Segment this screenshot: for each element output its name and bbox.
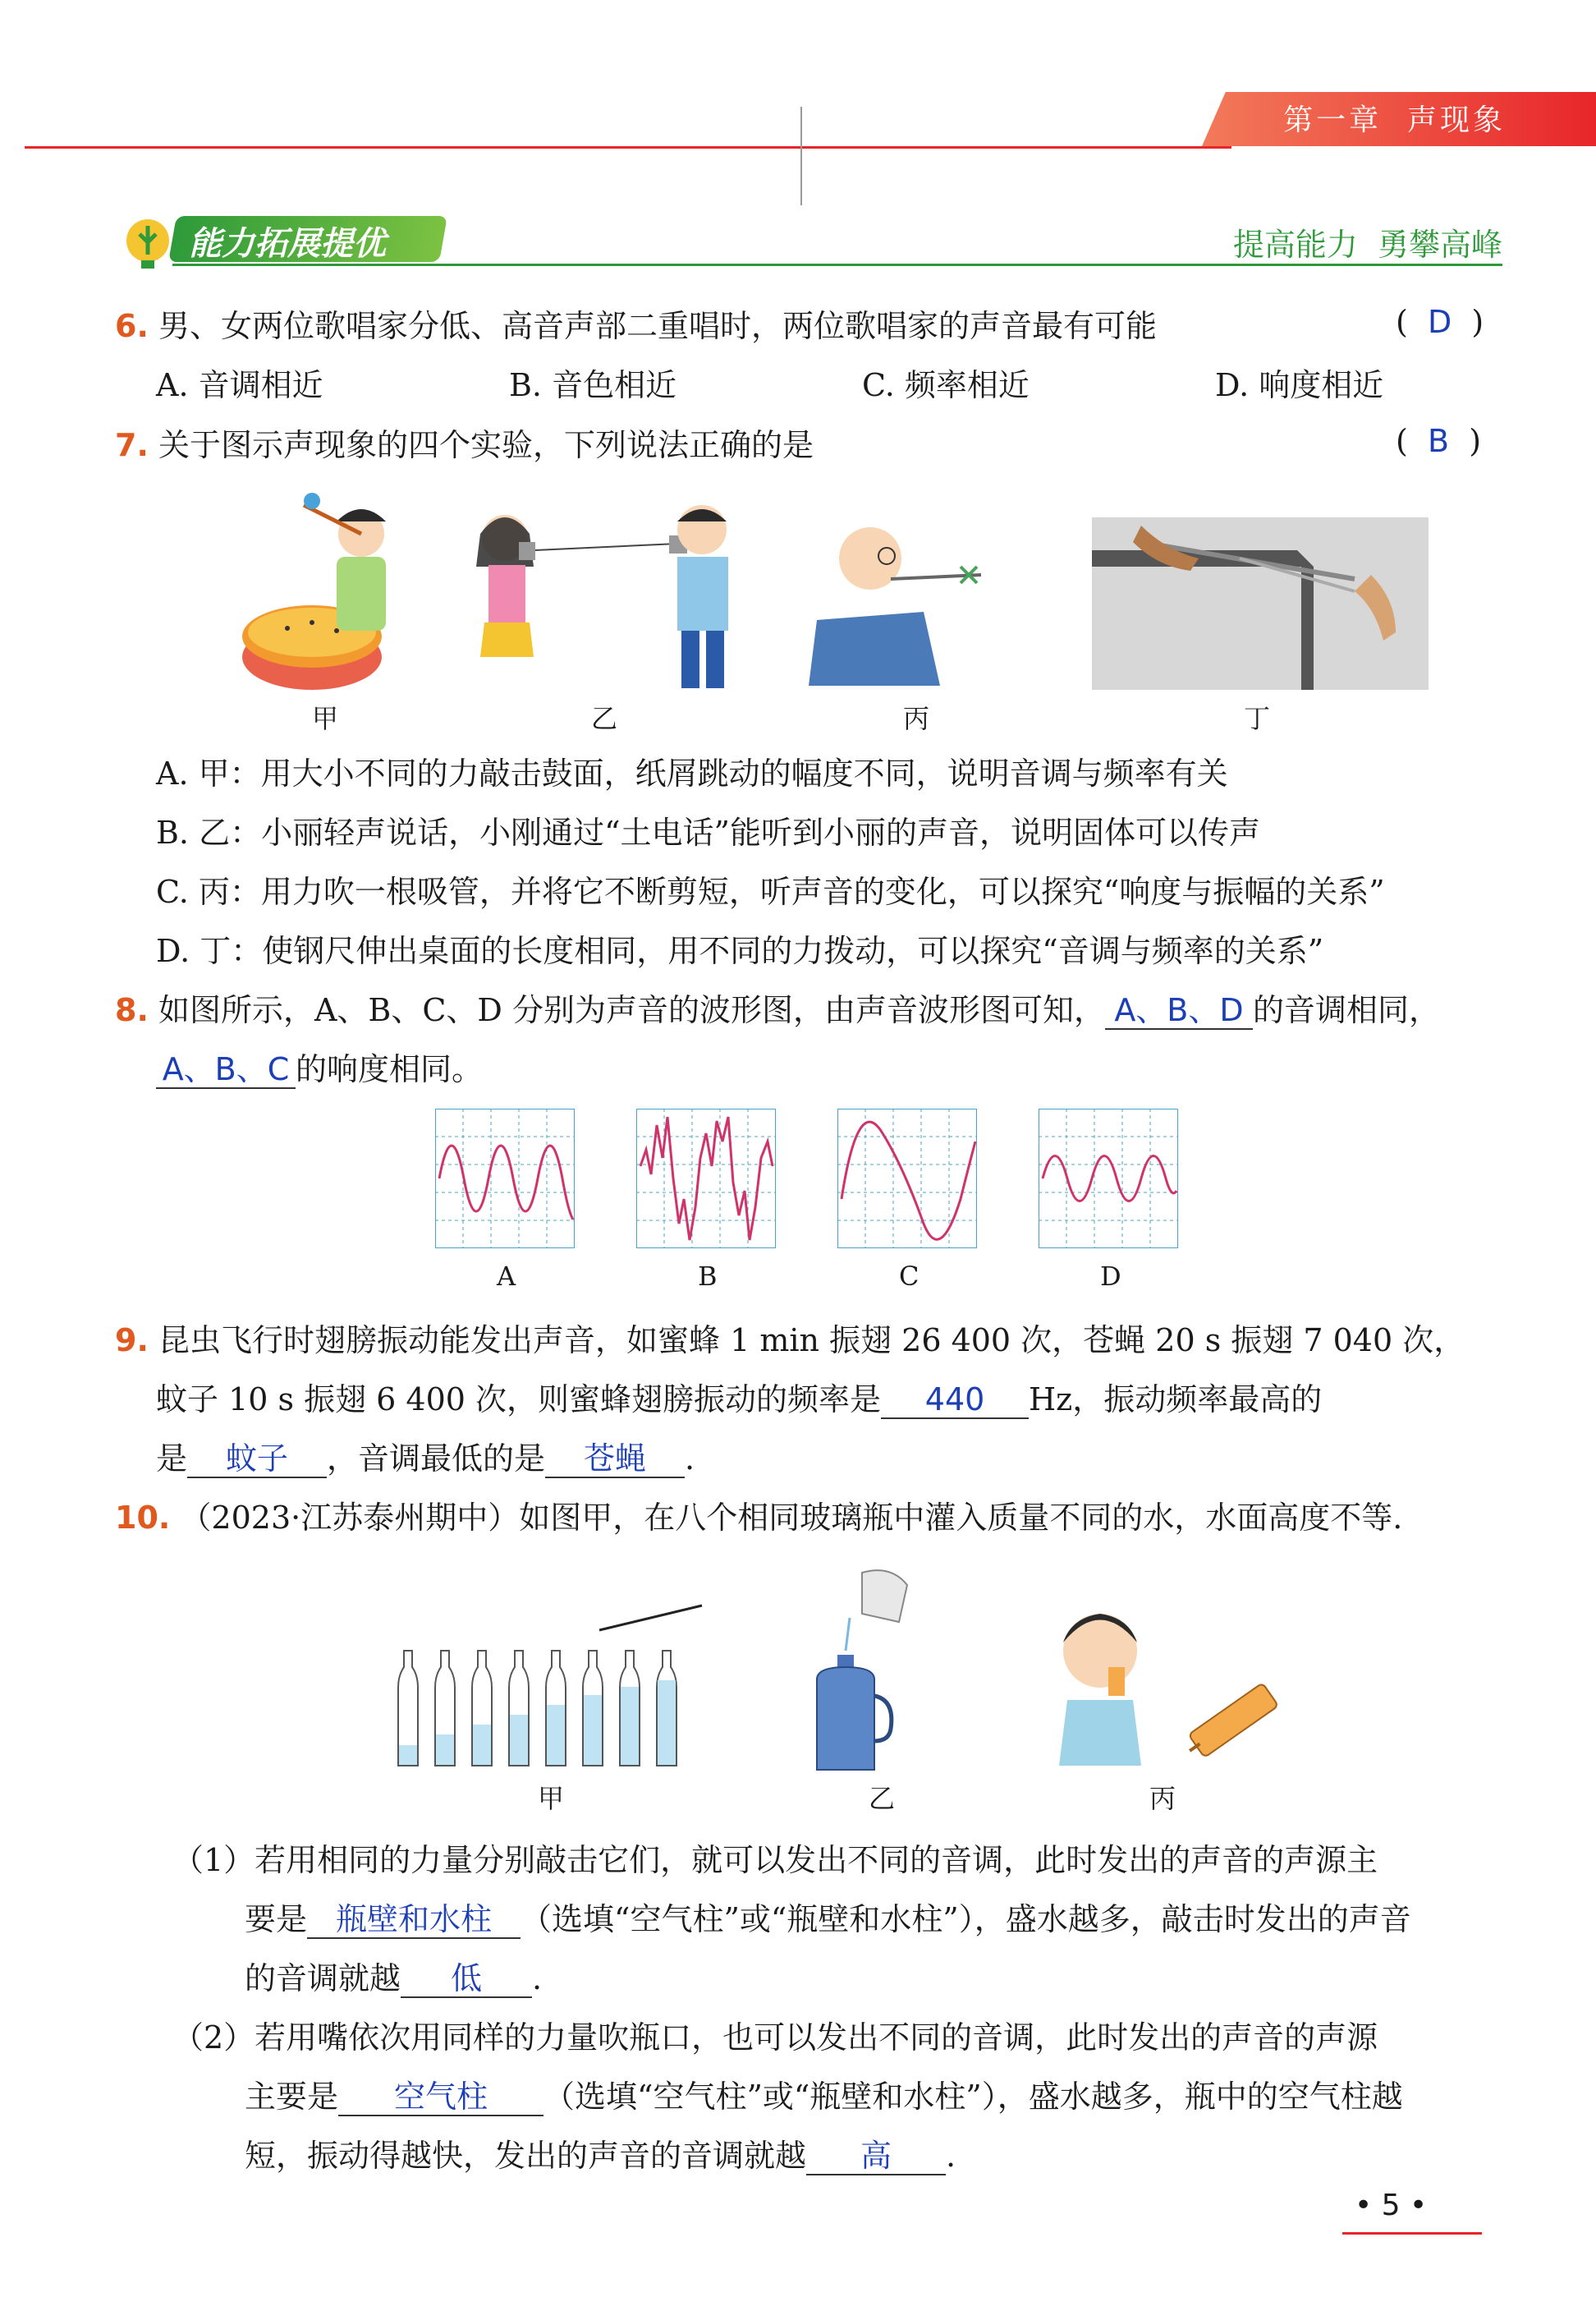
answer-blank: 苍蝇 [545, 1440, 685, 1478]
question-stem: （选填“空气柱”或“瓶壁和水柱”），盛水越多，瓶中的空气柱越 [543, 2079, 1403, 2115]
figure-caption: 甲 [538, 1783, 565, 1814]
sub-question-1: （1）若用相同的力量分别敲击它们，就可以发出不同的音调，此时发出的声音的声源主 [172, 1842, 1378, 1878]
answer-blank: A、B、D [1105, 992, 1253, 1030]
question-stem: 男、女两位歌唱家分低、高音声部二重唱时，两位歌唱家的声音最有可能 [158, 308, 1157, 344]
answer-blank: 空气柱 [338, 2079, 543, 2116]
option-c: C. 丙：用力吹一根吸管，并将它不断剪短，听声音的变化，可以探究“响度与振幅的关系” [156, 874, 1385, 910]
question-stem: . [685, 1440, 695, 1477]
option-c: C. 频率相近 [862, 367, 1030, 403]
question-stem: 的音调就越 [245, 1960, 401, 1996]
waveform-c [837, 1109, 977, 1248]
straw-experiment-illustration [809, 513, 1030, 694]
sub-question-2: （2）若用嘴依次用同样的力量吹瓶口，也可以发出不同的音调，此时发出的声音的声源 [172, 2019, 1378, 2056]
answer-blank: 440 [881, 1381, 1029, 1419]
header-rule [25, 146, 1231, 149]
answer: D [1427, 304, 1452, 340]
page-number: • 5 • [1355, 2189, 1428, 2222]
waveform-caption: C [899, 1261, 920, 1292]
question-stem: . [532, 1960, 543, 1996]
question-9 [115, 1318, 1465, 1362]
boy-blowing-bottle-illustration [1051, 1593, 1297, 1782]
sub-question-1-line2 [245, 1897, 1411, 1941]
question-stem: 短，振动得越快，发出的声音的音调就越 [245, 2138, 807, 2174]
drum-experiment-illustration [238, 485, 419, 698]
banner-slogan: 提高能力 勇攀高峰 [1232, 227, 1502, 263]
question-6 [115, 304, 1157, 348]
option-a: A. 甲：用大小不同的力敲击鼓面，纸屑跳动的幅度不同，说明音调与频率有关 [156, 756, 1228, 792]
figure-caption: 丙 [903, 703, 930, 734]
question-stem: 是 [156, 1440, 188, 1477]
banner-title: 能力拓展提优 [189, 225, 386, 263]
answer-bracket-6: ( D ) [1396, 304, 1484, 340]
question-number: 9. [115, 1322, 149, 1358]
banner-rule [172, 264, 1502, 266]
question-stem: 蚊子 10 s 振翅 6 400 次，则蜜蜂翅膀振动的频率是 [156, 1381, 882, 1417]
question-10 [115, 1495, 1402, 1540]
question-stem: （选填“空气柱”或“瓶壁和水柱”），盛水越多，敲击时发出的声音 [521, 1901, 1411, 1937]
option-b: B. 音色相近 [509, 367, 677, 403]
sub-question-2-line3 [245, 2134, 956, 2178]
question-number: 7. [115, 427, 149, 463]
figure-caption: 丙 [1149, 1783, 1176, 1814]
question-7 [115, 423, 814, 467]
sub-question-1-line3 [245, 1956, 542, 2001]
figure-caption: 乙 [591, 703, 618, 734]
answer-bracket-7: ( B ) [1396, 423, 1482, 459]
section-banner [115, 209, 1502, 267]
question-number: 6. [115, 308, 149, 344]
glass-bottles-illustration [394, 1601, 706, 1774]
answer-blank: 低 [401, 1960, 532, 1998]
chapter-label: 第一章 声现象 [1283, 103, 1506, 137]
question-stem: 要是 [245, 1901, 308, 1937]
question-stem: ，音调最低的是 [327, 1440, 546, 1477]
figure-caption: 乙 [869, 1783, 896, 1814]
question-stem: . [946, 2138, 956, 2174]
question-number: 10. [115, 1500, 171, 1536]
question-stem: 的响度相同。 [296, 1051, 484, 1087]
waveform-caption: B [698, 1261, 718, 1292]
answer-blank: A、B、C [156, 1051, 296, 1089]
question-stem: 昆虫飞行时翅膀振动能发出声音，如蜜蜂 1 min 振翅 26 400 次，苍蝇 20 s 振翅 7 040 次， [158, 1322, 1465, 1358]
option-d: D. 响度相近 [1215, 367, 1384, 403]
question-stem: 关于图示声现象的四个实验，下列说法正确的是 [158, 427, 814, 463]
answer-blank: 蚊子 [187, 1440, 327, 1478]
option-b: B. 乙：小丽轻声说话，小刚通过“土电话”能听到小丽的声音，说明固体可以传声 [156, 815, 1260, 851]
figure-caption: 甲 [312, 703, 339, 734]
sub-question-2-line2 [245, 2074, 1403, 2119]
question-stem: （2023·江苏泰州期中）如图甲，在八个相同玻璃瓶中灌入质量不同的水，水面高度不等. [180, 1500, 1403, 1536]
thermos-kettle-illustration [800, 1564, 932, 1778]
question-9-line2 [156, 1377, 1322, 1422]
question-stem: 主要是 [245, 2079, 339, 2115]
answer-blank: 瓶壁和水柱 [307, 1901, 521, 1939]
question-stem: 的音调相同， [1252, 992, 1440, 1028]
page-number-rule [1342, 2232, 1482, 2235]
question-8 [115, 988, 1440, 1032]
answer: B [1427, 423, 1450, 459]
option-a: A. 音调相近 [156, 367, 323, 403]
question-number: 8. [115, 992, 149, 1028]
lightbulb-logo-icon [115, 209, 181, 275]
waveform-b [636, 1109, 776, 1248]
option-d: D. 丁：使钢尺伸出桌面的长度相同，用不同的力拨动，可以探究“音调与频率的关系” [156, 933, 1324, 969]
question-9-line3 [156, 1436, 695, 1481]
figure-caption: 丁 [1244, 703, 1271, 734]
question-8-line2 [156, 1047, 483, 1091]
question-stem: 如图所示，A、B、C、D 分别为声音的波形图，由声音波形图可知， [158, 992, 1105, 1028]
crease-line [800, 107, 802, 205]
waveform-d [1039, 1109, 1178, 1248]
question-stem: Hz，振动频率最高的 [1029, 1381, 1323, 1417]
waveform-caption: A [497, 1261, 516, 1292]
ruler-experiment-illustration [1092, 517, 1429, 690]
answer-blank: 高 [806, 2138, 946, 2175]
string-telephone-illustration [468, 493, 739, 698]
waveform-caption: D [1100, 1261, 1121, 1292]
waveform-a [435, 1109, 575, 1248]
